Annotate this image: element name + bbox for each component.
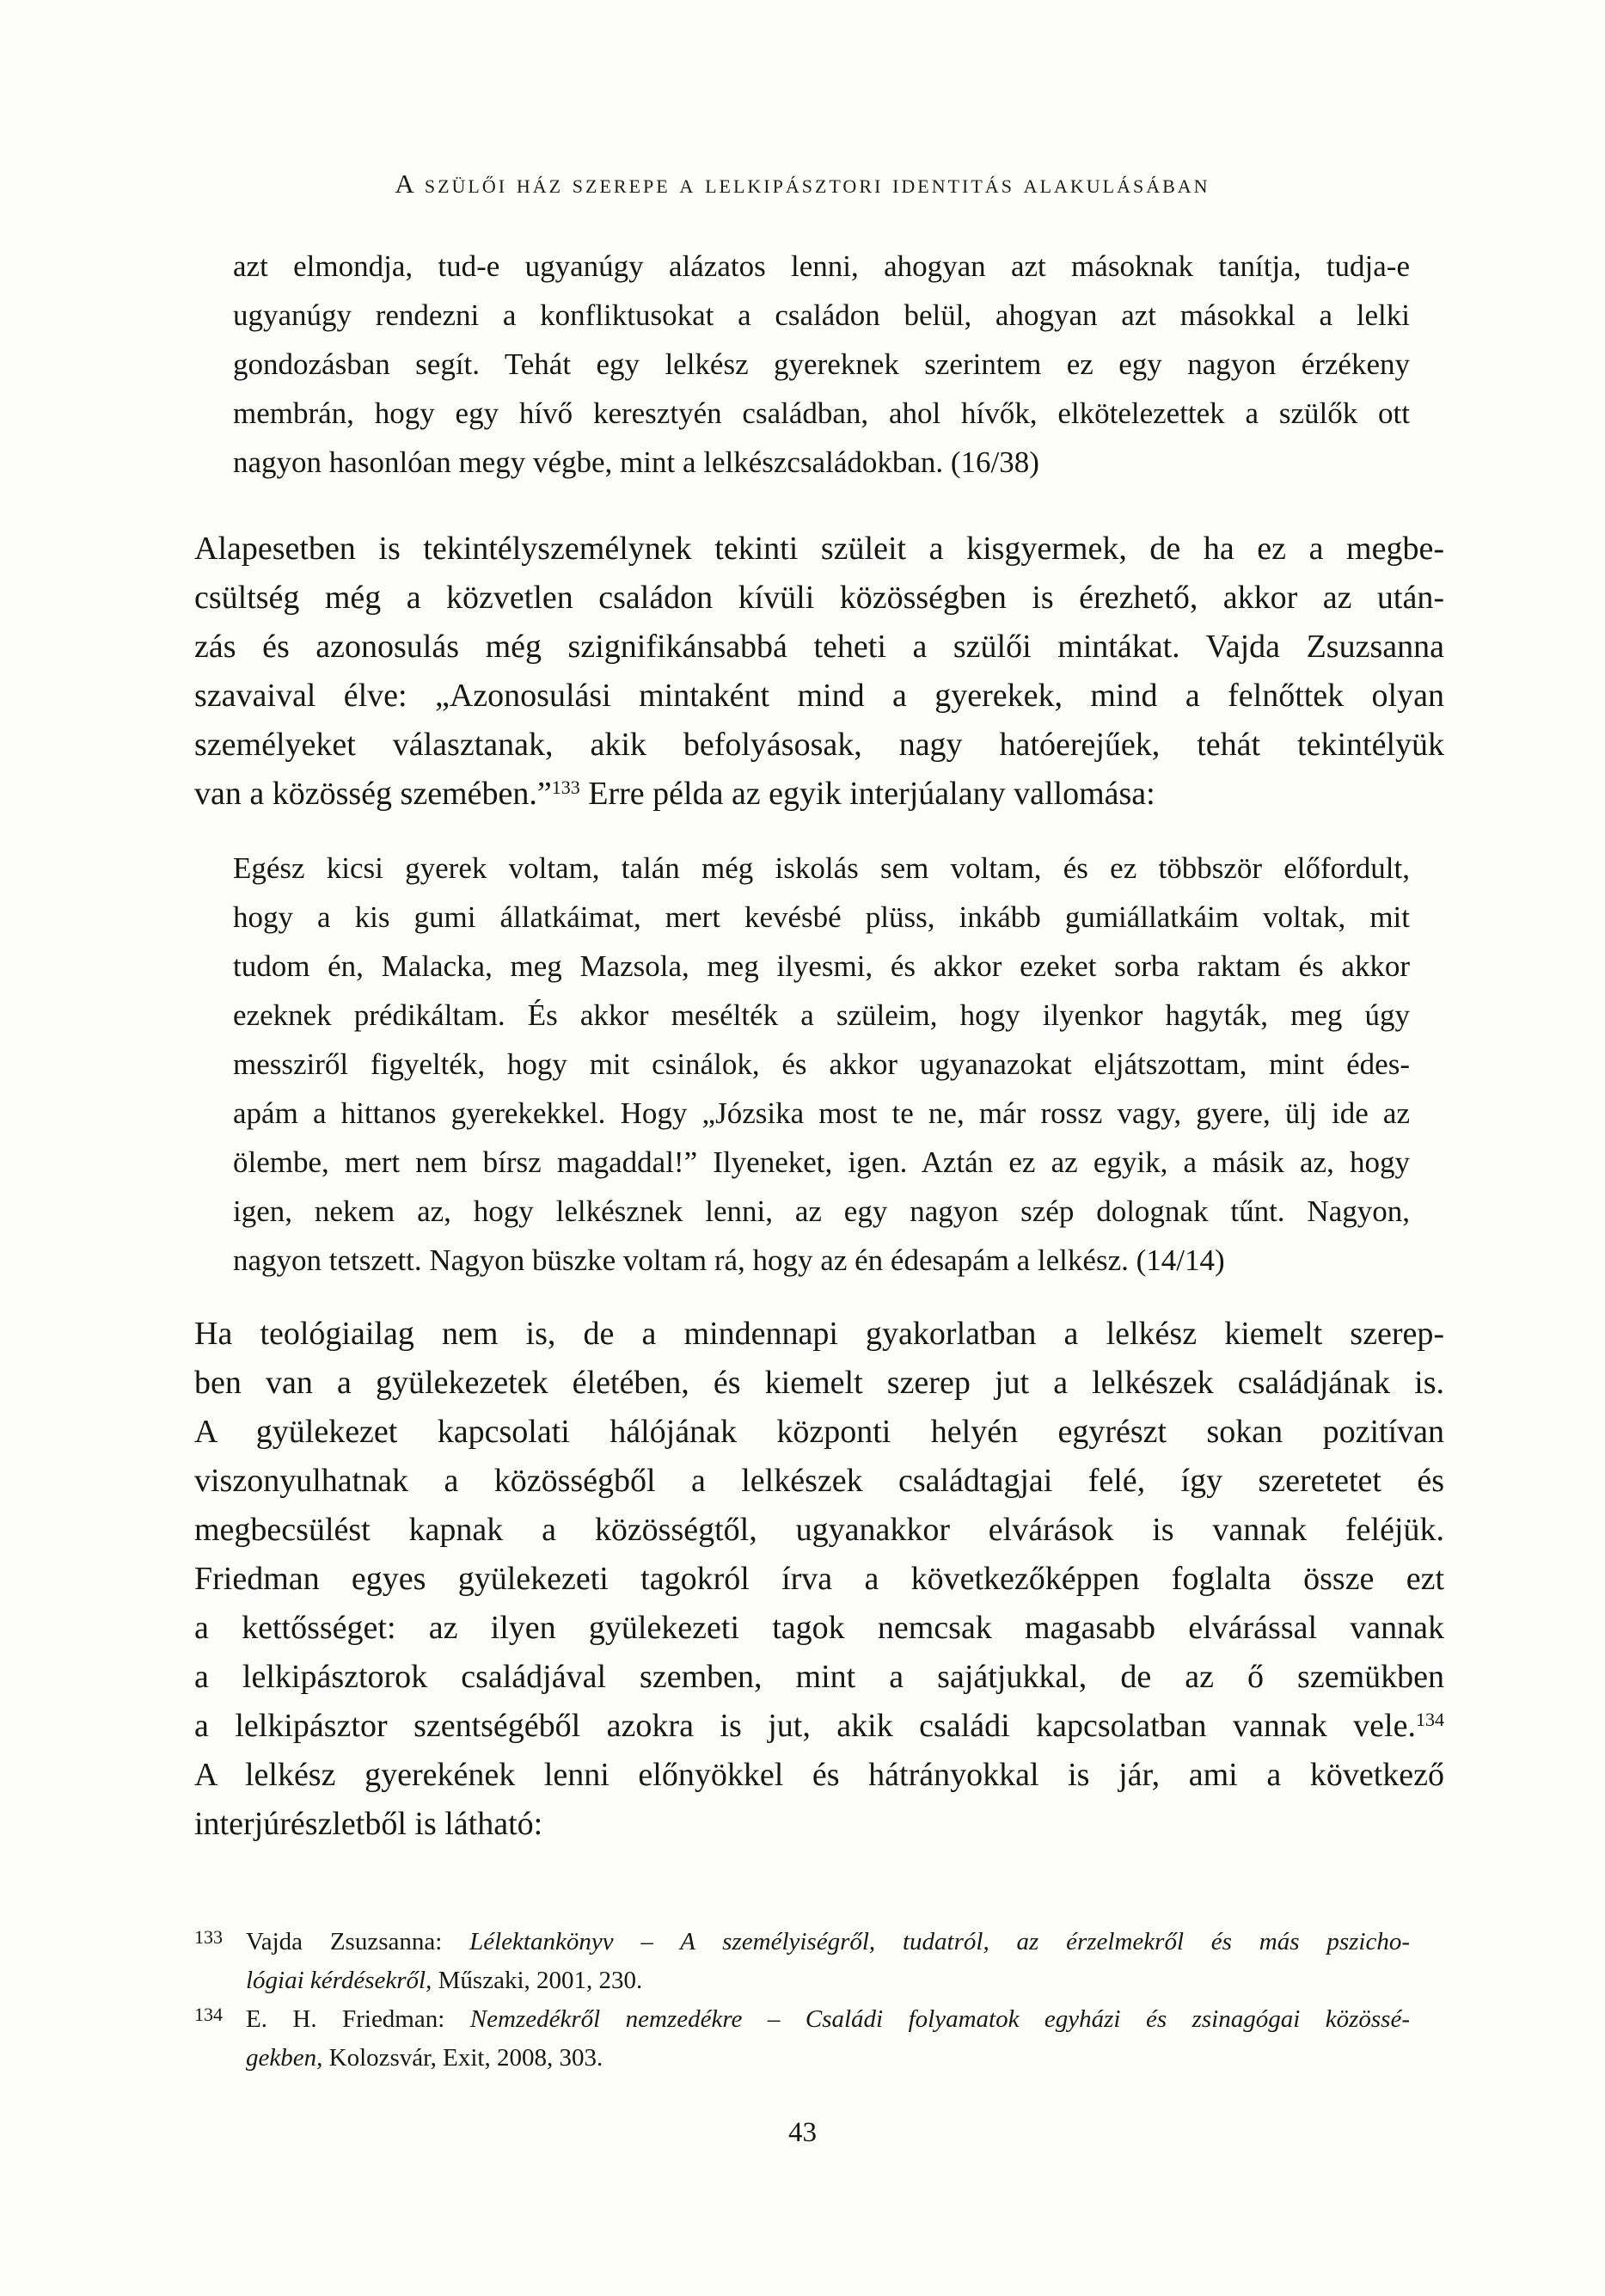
text-line: zás és azonosulás még szignifikánsabbá teheti a szülői mintákat. Vajda Zsuzsanna <box>194 629 1444 665</box>
text-line: igen, nekem az, hogy lelkésznek lenni, az egy nagyon szép dolognak tűnt. Nagyon, <box>233 1194 1410 1228</box>
text-line: ölembe, mert nem bírsz magaddal!” Ilyeneket, igen. Aztán ez az egyik, a másik az, hogy <box>233 1145 1410 1179</box>
text-line: csültség még a közvetlen családon kívüli közösségben is érezhető, akkor az után- <box>194 580 1444 616</box>
footnote-marker: 133 <box>194 1926 223 1948</box>
text-line: hogy a kis gumi állatkáimat, mert kevésbé plüss, inkább gumiállatkáim voltak, mit <box>233 900 1410 934</box>
footnote-author: Vajda Zsuzsanna: <box>246 1928 470 1955</box>
footnote-text <box>246 1923 1410 2000</box>
footnote-133 <box>194 1923 1410 2000</box>
page-number: 43 <box>788 2117 817 2148</box>
text-line: membrán, hogy egy hívő keresztyén családban, ahol hívők, elkötelezettek a szülők ott <box>233 396 1410 430</box>
text-line: nagyon tetszett. Nagyon büszke voltam rá, hogy az én édesapám a lelkész. (14/14) <box>233 1243 1225 1277</box>
text-line: a kettősséget: az ilyen gyülekezeti tagok nemcsak magasabb elvárással vannak <box>194 1610 1444 1646</box>
text-segment: a lelkipásztor szentségéből azokra is jut, akik családi kapcsolatban vannak vele. <box>194 1708 1416 1744</box>
text-line <box>246 1961 1410 2000</box>
footnote-title-italic: Lélektankönyv – A személyiségről, tudatról, az érzelmekről és más pszicho- <box>469 1928 1410 1955</box>
running-header: A szülői ház szerepe a lelkipásztori identitás alakulásában <box>395 169 1210 199</box>
text-line: Alapesetben is tekintélyszemélynek tekinti szüleit a kisgyermek, de ha ez a megbe- <box>194 531 1444 567</box>
text-line: tudom én, Malacka, meg Mazsola, meg ilyesmi, és akkor ezeket sorba raktam és akkor <box>233 949 1410 983</box>
text-line: személyeket választanak, akik befolyásosak, nagy hatóerejűek, tehát tekintélyük <box>194 727 1444 763</box>
footnote-134 <box>194 2000 1410 2078</box>
footnote-author: E. H. Friedman: <box>246 2005 470 2033</box>
text-line: a lelkipásztorok családjával szemben, mint a sajátjukkal, de az ő szemükben <box>194 1659 1444 1695</box>
text-line: interjúrészletből is látható: <box>194 1806 543 1842</box>
footnote-title-italic: gekben, <box>246 2044 323 2072</box>
body-paragraph-1 <box>194 525 1444 819</box>
footnote-ref-134: 134 <box>1415 1708 1444 1730</box>
text-line <box>246 2039 1410 2078</box>
footnote-marker: 134 <box>194 2004 223 2025</box>
body-paragraph-2 <box>194 1310 1444 1849</box>
footnote-publication: Kolozsvár, Exit, 2008, 303. <box>322 2044 603 2072</box>
text-line: A gyülekezet kapcsolati hálójának központi helyén egyrészt sokan pozitívan <box>194 1414 1444 1450</box>
text-line: gondozásban segít. Tehát egy lelkész gyereknek szerintem ez egy nagyon érzékeny <box>233 347 1410 381</box>
footnote-publication: Műszaki, 2001, 230. <box>432 1967 643 1994</box>
text-line: nagyon hasonlóan megy végbe, mint a lelkészcsaládokban. (16/38) <box>233 445 1039 479</box>
footnote-text <box>246 2000 1410 2078</box>
text-line: megbecsülést kapnak a közösségtől, ugyanakkor elvárások is vannak feléjük. <box>194 1512 1444 1548</box>
text-segment: Erre példa az egyik interjúalany vallomása: <box>579 776 1155 812</box>
text-line: A lelkész gyerekének lenni előnyökkel és hátrányokkal is jár, ami a következő <box>194 1757 1444 1793</box>
text-line <box>246 1923 1410 1961</box>
text-line: szavaival élve: „Azonosulási mintaként mind a gyerekek, mind a felnőttek olyan <box>194 678 1444 714</box>
footnote-ref-133: 133 <box>551 776 580 798</box>
text-segment: van a közösség szemében.” <box>194 776 552 812</box>
block-quote-2 <box>233 844 1410 1285</box>
text-line: Ha teológiailag nem is, de a mindennapi gyakorlatban a lelkész kiemelt szerep- <box>194 1316 1444 1352</box>
text-line: ezeknek prédikáltam. És akkor mesélték a szüleim, hogy ilyenkor hagyták, meg úgy <box>233 998 1410 1032</box>
block-quote-1 <box>233 242 1410 487</box>
text-line: ugyanúgy rendezni a konfliktusokat a családon belül, ahogyan azt másokkal a lelki <box>233 298 1410 332</box>
footnotes-section <box>194 1923 1410 2078</box>
text-line: viszonyulhatnak a közösségből a lelkészek családtagjai felé, így szeretetet és <box>194 1463 1444 1499</box>
text-line: ben van a gyülekezetek életében, és kiemelt szerep jut a lelkészek családjának is. <box>194 1365 1444 1401</box>
footnote-title-italic: lógiai kérdésekről, <box>246 1967 432 1994</box>
text-line: Egész kicsi gyerek voltam, talán még iskolás sem voltam, és ez többször előfordult, <box>233 851 1410 885</box>
text-line <box>194 770 1444 819</box>
footnote-title-italic: Nemzedékről nemzedékre – Családi folyamatok egyházi és zsinagógai közössé- <box>469 2005 1410 2033</box>
text-line: Friedman egyes gyülekezeti tagokról írva a következőképpen foglalta össze ezt <box>194 1561 1444 1597</box>
text-line <box>246 2000 1410 2039</box>
text-line: azt elmondja, tud-e ugyanúgy alázatos lenni, ahogyan azt másoknak tanítja, tudja-e <box>233 249 1410 283</box>
text-line: apám a hittanos gyerekekkel. Hogy „Józsika most te ne, már rossz vagy, gyere, ülj ide az <box>233 1096 1410 1130</box>
text-line: messziről figyelték, hogy mit csinálok, és akkor ugyanazokat eljátszottam, mint édes- <box>233 1047 1410 1081</box>
text-line <box>194 1702 1444 1751</box>
